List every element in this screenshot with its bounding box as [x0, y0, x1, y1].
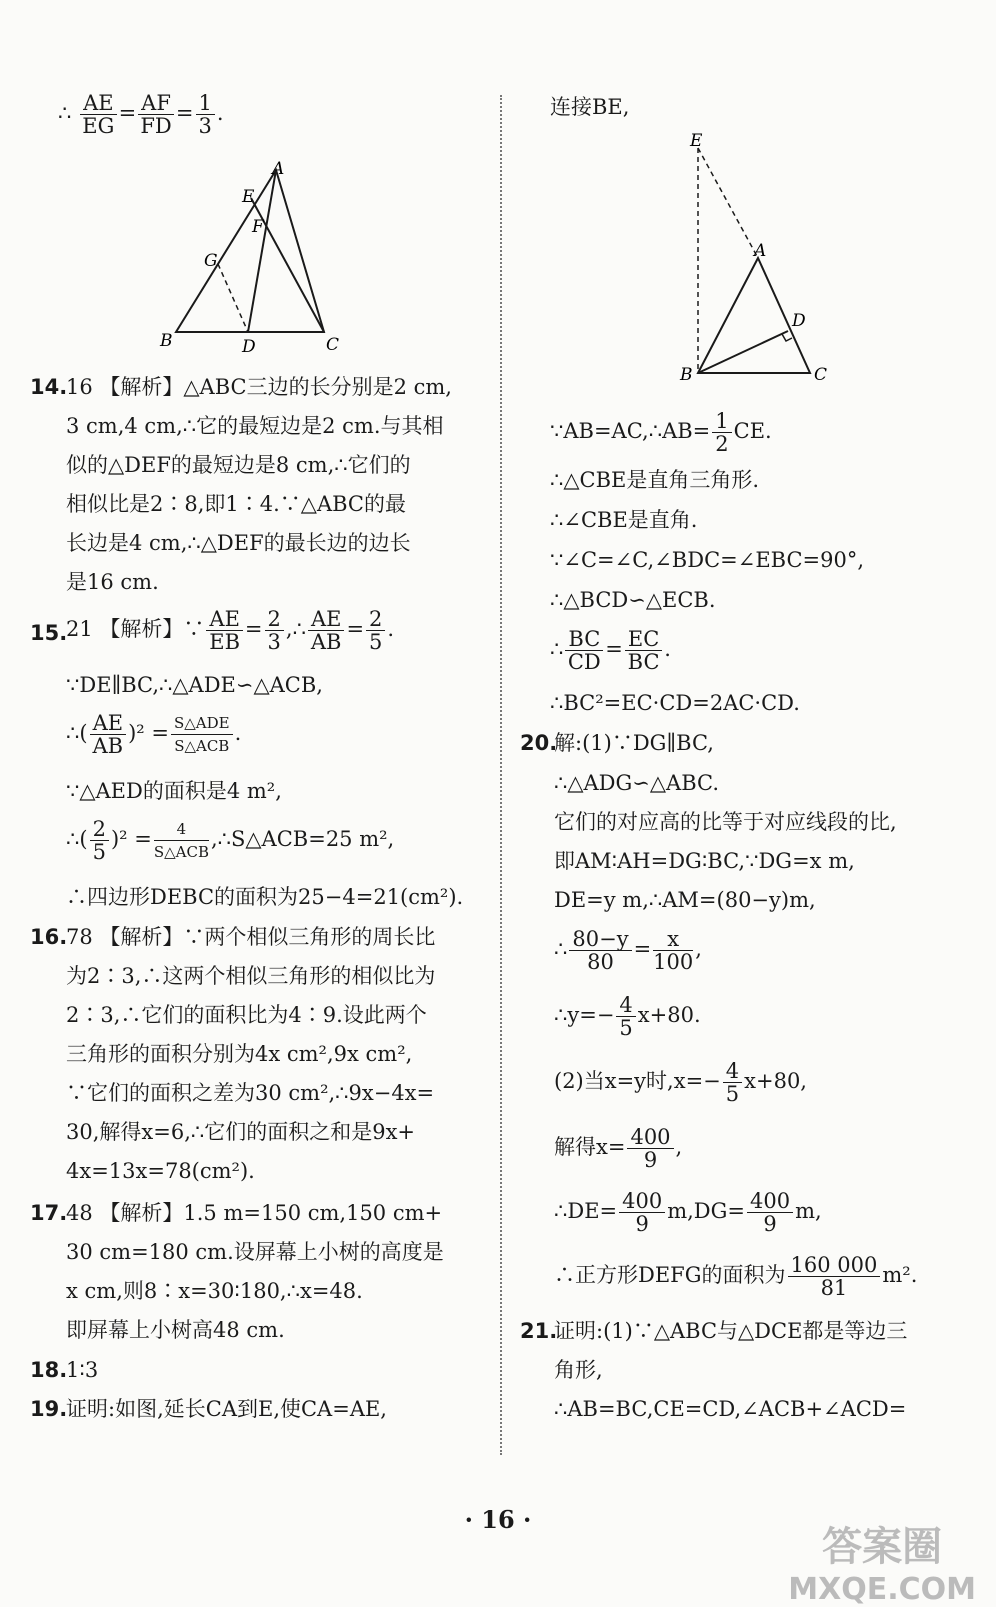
ratio-line: ∴ $\frac{AE}{EG}$ = $\frac{AF}{FD}$ = $\frac{1}{3}$ . — [58, 91, 224, 138]
r-line-6: ∴△BCD∽△ECB. — [550, 588, 716, 612]
label-D: D — [792, 311, 806, 331]
q20-line-6: ∴ $\frac{80-y}{80}$ = $\frac{x}{100}$ , — [554, 927, 702, 974]
label-D: D — [242, 337, 256, 357]
label-E: E — [690, 131, 703, 151]
q19-number: 19. — [30, 1397, 68, 1421]
q14-line: 3 cm,4 cm,∴它的最短边是2 cm.与其相 — [66, 414, 444, 438]
q16-line: 78 【解析】∵两个相似三角形的周长比 — [66, 925, 436, 949]
q17-line: 即屏幕上小树高48 cm. — [66, 1318, 285, 1342]
q18-number: 18. — [30, 1358, 68, 1382]
q16-line: 4x=13x=78(cm²). — [66, 1159, 255, 1183]
q17-line: x cm,则8∶x=30∶180,∴x=48. — [66, 1279, 363, 1303]
q15-line-4: ∵△AED的面积是4 m², — [66, 779, 282, 803]
q14-line: 似的△DEF的最短边是8 cm,∴它们的 — [66, 453, 411, 477]
q20-line-3: 它们的对应高的比等于对应线段的比, — [554, 810, 897, 834]
q16-line: 2∶3,∴它们的面积比为4∶9.设此两个 — [66, 1003, 427, 1027]
q15-line-2: ∵DE∥BC,∴△ADE∽△ACB, — [66, 673, 323, 697]
q17-line: 48 【解析】1.5 m=150 cm,150 cm+ — [66, 1201, 443, 1225]
q20-line-11: ∴正方形DEFG的面积为 $\frac{160 000}{81}$ m². — [554, 1253, 918, 1300]
label-B: B — [160, 331, 173, 351]
q16-line: 30,解得x=6,∴它们的面积之和是9x+ — [66, 1120, 416, 1144]
q15-line-6: ∴四边形DEBC的面积为25−4=21(cm²). — [66, 885, 464, 909]
q20-line-1: 解:(1)∵DG∥BC, — [554, 731, 714, 755]
label-E: E — [242, 187, 255, 207]
page-number: · 16 · — [464, 1505, 532, 1534]
q14-line: 是16 cm. — [66, 570, 159, 594]
label-B: B — [680, 365, 693, 385]
r-line-2: ∵AB=AC,∴AB= $\frac{1}{2}$ CE. — [550, 409, 772, 456]
label-A: A — [754, 241, 767, 261]
q14-number: 14. — [30, 375, 68, 399]
q14-line: 相似比是2∶8,即1∶4.∵△ABC的最 — [66, 492, 406, 516]
q17-number: 17. — [30, 1201, 68, 1225]
q21-line-3: ∴AB=BC,CE=CD,∠ACB+∠ACD= — [554, 1397, 907, 1421]
r-line-8: ∴BC²=EC·CD=2AC·CD. — [550, 691, 800, 715]
q20-number: 20. — [520, 731, 558, 755]
q19-line: 证明:如图,延长CA到E,使CA=AE, — [66, 1397, 387, 1421]
q16-line: 为2∶3,∴这两个相似三角形的相似比为 — [66, 964, 436, 988]
q20-line-8: (2)当x=y时,x=− $\frac{4}{5}$ x+80, — [554, 1059, 807, 1106]
q15-line-3: ∴( $\frac{AE}{AB}$ )² = $\frac{\text{S△ADE}}{\text{S△ACB}}$ . — [66, 711, 242, 758]
triangle-figure-2 — [672, 128, 852, 398]
q15-number: 15. — [30, 621, 68, 645]
q16-line: 三角形的面积分别为4x cm²,9x cm², — [66, 1042, 413, 1066]
label-A: A — [272, 160, 285, 179]
r-line-5: ∵∠C=∠C,∠BDC=∠EBC=90°, — [550, 548, 865, 572]
q20-line-4: 即AM∶AH=DG∶BC,∵DG=x m, — [554, 849, 855, 873]
q20-line-2: ∴△ADG∽△ABC. — [554, 771, 720, 795]
r-line-7: ∴ $\frac{BC}{CD}$ = $\frac{EC}{BC}$ . — [550, 627, 671, 674]
q16-number: 16. — [30, 925, 68, 949]
label-C: C — [326, 335, 340, 355]
r-line-1: 连接BE, — [550, 95, 630, 119]
q18-answer: 1∶3 — [66, 1358, 99, 1382]
q21-number: 21. — [520, 1319, 558, 1343]
q20-line-5: DE=y m,∴AM=(80−y)m, — [554, 888, 816, 912]
q15-line-5: ∴( $\frac{2}{5}$ )² = $\frac{4}{\text{S△ACB}}$ ,∴S△ACB=25 m², — [66, 817, 395, 864]
q20-line-7: ∴y=− $\frac{4}{5}$ x+80. — [554, 993, 701, 1040]
q16-line: ∵它们的面积之差为30 cm²,∴9x−4x= — [66, 1081, 435, 1105]
watermark: 答案圈 MXQE.COM — [788, 1524, 976, 1607]
column-divider — [500, 95, 502, 1455]
label-F: F — [252, 217, 264, 237]
label-C: C — [814, 365, 828, 385]
q20-line-9: 解得x= $\frac{400}{9}$ , — [554, 1125, 683, 1172]
q20-line-10: ∴DE= $\frac{400}{9}$ m,DG= $\frac{400}{9}$ m, — [554, 1189, 822, 1236]
q14-line: 长边是4 cm,∴△DEF的最长边的边长 — [66, 531, 411, 555]
q15-line-1: 21 【解析】∵ $\frac{AE}{EB}$ = $\frac{2}{3}$ ,∴ $\frac{AE}{AB}$ = $\frac{2}{5}$ . — [66, 607, 395, 654]
label-G: G — [204, 251, 218, 271]
q21-line-1: 证明:(1)∵△ABC与△DCE都是等边三 — [554, 1319, 908, 1343]
r-line-3: ∴△CBE是直角三角形. — [550, 468, 760, 492]
triangle-figure-1 — [158, 160, 398, 360]
q14-line: 16 【解析】△ABC三边的长分别是2 cm, — [66, 375, 452, 399]
q17-line: 30 cm=180 cm.设屏幕上小树的高度是 — [66, 1240, 444, 1264]
q21-line-2: 角形, — [554, 1358, 603, 1382]
r-line-4: ∴∠CBE是直角. — [550, 508, 698, 532]
